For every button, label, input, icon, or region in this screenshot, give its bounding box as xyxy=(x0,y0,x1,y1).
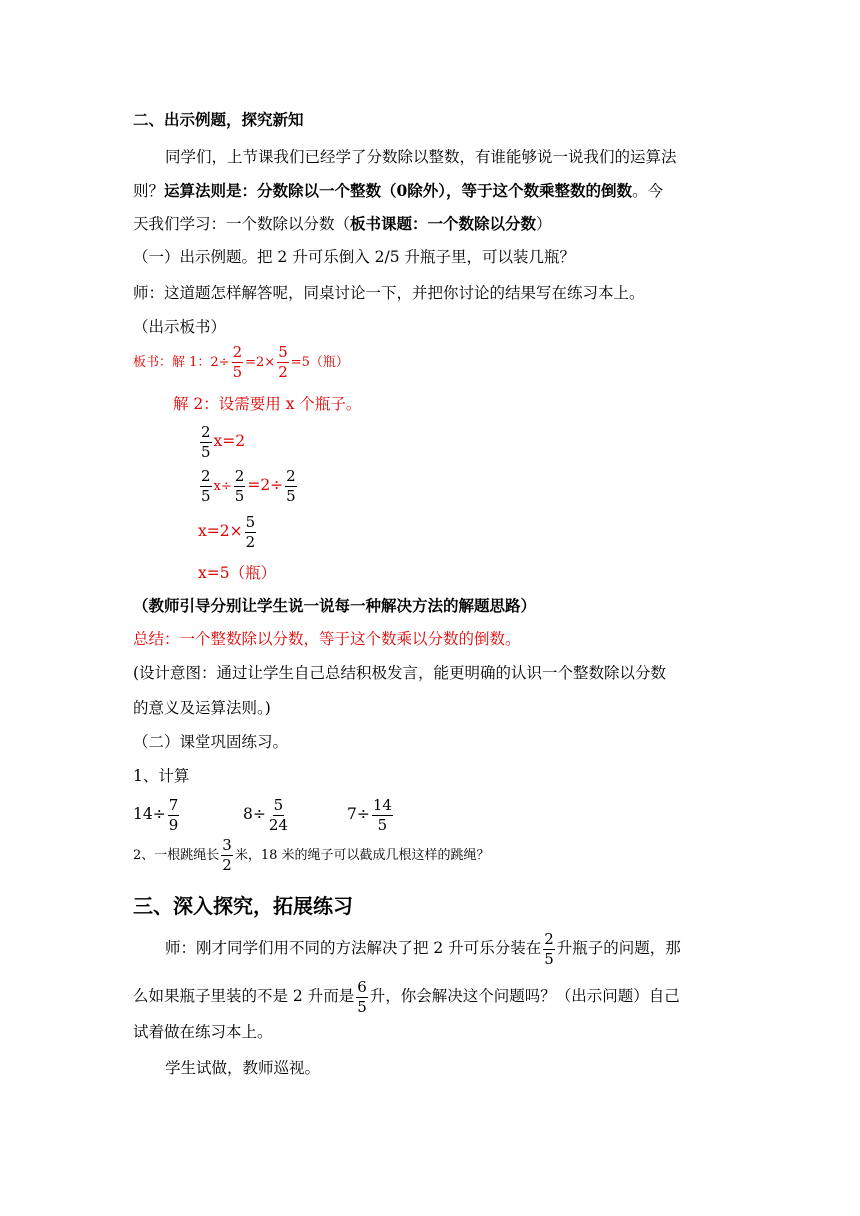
solution1-part: =2× xyxy=(245,355,276,370)
fraction-five-halves: $\frac{5}{2}$ xyxy=(278,343,288,381)
question-part: 米，18 米的绳子可以截成几根这样的跳绳？ xyxy=(234,848,490,863)
section3-line1 xyxy=(165,928,681,968)
text-segment: 么如果瓶子里装的不是 2 升而是 xyxy=(133,987,355,1005)
text-segment: 天我们学习：一个数除以分数（ xyxy=(133,215,351,233)
equation-part: x=2× xyxy=(198,522,243,540)
calc-question-3 xyxy=(347,794,395,834)
board-solution-1 xyxy=(133,343,349,383)
fraction-two-fifths: $\frac{2}{5}$ xyxy=(201,466,211,505)
fraction: $\frac{6}{5}$ xyxy=(357,977,367,1016)
section3-line4: 学生试做，教师巡视。 xyxy=(165,1059,321,1077)
teacher-instruction: 师：这道题怎样解答呢，同桌讨论一下，并把你讨论的结果写在练习本上。 xyxy=(133,284,645,302)
teacher-guide: （教师引导分别让学生说一说每一种解决方法的解题思路） xyxy=(133,596,537,615)
equation-part: x÷ xyxy=(213,479,232,494)
fraction: $\frac{7}{9}$ xyxy=(168,795,179,834)
fraction-two-fifths: $\frac{2}{5}$ xyxy=(201,422,211,461)
fraction: $\frac{2}{5}$ xyxy=(544,929,554,968)
equation-step-3 xyxy=(198,511,258,551)
question-part: 14÷ xyxy=(133,805,166,823)
solution1-part: =5（瓶） xyxy=(290,355,349,370)
board-solution-2-intro: 解 2：设需要用 x 个瓶子。 xyxy=(173,395,362,413)
rule-statement: 运算法则是：分数除以一个整数（0除外），等于这个数乘整数的倒数 xyxy=(164,181,633,200)
equation-step-4: x=5（瓶） xyxy=(198,564,277,582)
question-part: 2、一根跳绳长 xyxy=(133,848,220,863)
example-problem: （一）出示例题。把 2 升可乐倒入 2/5 升瓶子里，可以装几瓶？ xyxy=(133,248,576,266)
section3-heading: 三、深入探究，拓展练习 xyxy=(133,894,353,918)
text-segment: 则？ xyxy=(133,182,165,200)
design-intent-line1: (设计意图：通过让学生自己总结积极发言，能更明确的认识一个整数除以分数 xyxy=(133,664,667,682)
fraction-two-fifths: $\frac{2}{5}$ xyxy=(234,466,245,505)
practice-title: （二）课堂巩固练习。 xyxy=(133,733,289,751)
calc-question-2 xyxy=(243,794,291,834)
equation-part: =2÷ xyxy=(247,476,284,494)
text-segment: 师：刚才同学们用不同的方法解决了把 2 升可乐分装在 xyxy=(165,939,542,957)
design-intent-line2: 的意义及运算法则。) xyxy=(133,699,271,717)
fraction: $\frac{5}{24}$ xyxy=(268,795,288,834)
fraction-two-fifths: $\frac{2}{5}$ xyxy=(286,466,296,505)
board-title: 板书课题：一个数除以分数 xyxy=(350,214,537,233)
fraction: $\frac{3}{2}$ xyxy=(222,836,232,874)
equation-step-1 xyxy=(198,421,245,461)
section2-heading: 二、出示例题，探究新知 xyxy=(133,110,304,129)
question-part: 8÷ xyxy=(243,805,266,823)
equation-step-2 xyxy=(198,465,299,507)
text-segment: ） xyxy=(536,215,552,233)
solution1-part: 2÷ xyxy=(210,355,230,370)
paragraph-intro-line1: 同学们，上节课我们已经学了分数除以整数，有谁能够说一说我们的运算法 xyxy=(165,148,677,166)
summary: 总结：一个整数除以分数，等于这个数乘以分数的倒数。 xyxy=(133,630,521,648)
equation-part: x=2 xyxy=(213,432,246,450)
word-problem-rope xyxy=(133,836,490,876)
board-label: 板书：解 1： xyxy=(133,355,211,370)
paragraph-intro-line2 xyxy=(133,180,663,202)
paragraph-intro-line3 xyxy=(133,213,552,235)
calc-title: 1、计算 xyxy=(133,767,190,785)
text-segment: 升瓶子的问题，那 xyxy=(556,939,681,957)
fraction: $\frac{14}{5}$ xyxy=(372,795,392,834)
calc-question-1 xyxy=(133,794,181,834)
show-board-note: （出示板书） xyxy=(133,318,227,336)
text-segment: 。今 xyxy=(632,182,664,200)
fraction-two-fifths: $\frac{2}{5}$ xyxy=(232,343,243,381)
section3-line3: 试着做在练习本上。 xyxy=(133,1023,273,1041)
fraction-five-halves: $\frac{5}{2}$ xyxy=(245,512,256,551)
text-segment: 升，你会解决这个问题吗？（出示问题）自己 xyxy=(369,987,680,1005)
question-part: 7÷ xyxy=(347,805,370,823)
section3-line2 xyxy=(133,976,680,1016)
